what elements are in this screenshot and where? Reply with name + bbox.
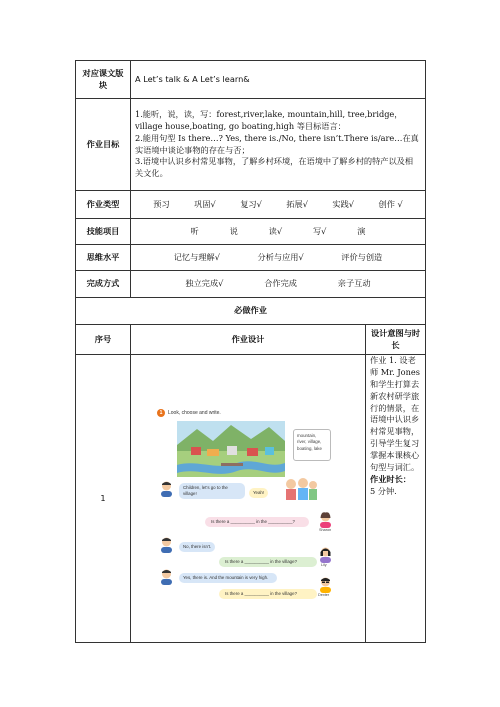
header-intent: 设计意图与时长 bbox=[366, 325, 426, 355]
type-option: 实践√ bbox=[332, 198, 355, 209]
homework-sheet bbox=[75, 60, 425, 643]
task-number: 1 bbox=[76, 355, 131, 643]
teacher-avatar-icon bbox=[160, 537, 173, 553]
mode-row bbox=[76, 271, 426, 298]
header-design: 作业设计 bbox=[131, 325, 366, 355]
dexter-name: Dexter bbox=[318, 592, 330, 597]
type-option: 创作 √ bbox=[378, 198, 403, 209]
skill-option: 说 bbox=[229, 225, 238, 236]
skill-row bbox=[76, 219, 426, 245]
skill-option: 演 bbox=[357, 225, 366, 236]
dexter-avatar-icon bbox=[319, 577, 332, 593]
lily-name: Lily bbox=[321, 562, 327, 567]
intent-text: 作业 1. 设老师 Mr. Jones 和学生打算去新农村研学旅行的情景，在语境中认识乡村常见事物，引导学生复习掌握本课核心句型与词汇。 bbox=[370, 355, 420, 473]
sharon-name: Sharon bbox=[319, 527, 332, 532]
thinking-options bbox=[135, 252, 421, 264]
exercise-badge: 1 bbox=[157, 409, 165, 417]
mode-label: 完成方式 bbox=[76, 271, 131, 298]
header-row bbox=[76, 325, 426, 355]
type-options bbox=[135, 199, 421, 211]
header-no: 序号 bbox=[76, 325, 131, 355]
thinking-label: 思维水平 bbox=[76, 245, 131, 271]
type-option: 拓展√ bbox=[286, 198, 308, 209]
skill-option: 读√ bbox=[268, 225, 283, 236]
question-1: Is there a __________ in the __________? bbox=[205, 517, 309, 527]
skill-option: 听 bbox=[190, 225, 199, 236]
goal-item-1: 1.能听，说，读，写：forest,river,lake, mountain,hill, tree,bridge，village house,boating, go boating,high 等目标语言： bbox=[135, 108, 403, 131]
village-picture bbox=[177, 421, 285, 477]
task-row bbox=[76, 355, 426, 643]
sharon-avatar-icon bbox=[319, 512, 332, 528]
homework-table bbox=[75, 60, 426, 643]
dialog-children: Children, let’s go to the village! bbox=[179, 483, 245, 500]
mode-option: 独立完成√ bbox=[185, 278, 224, 289]
teacher-avatar-icon bbox=[160, 569, 173, 585]
section-title: 必做作业 bbox=[76, 298, 426, 325]
skill-option: 写√ bbox=[312, 225, 327, 236]
mode-options bbox=[135, 278, 421, 290]
time-label: 作业时长： bbox=[370, 473, 411, 484]
word-box: mountain, river, village, boating, lake bbox=[293, 429, 331, 461]
type-label: 作业类型 bbox=[76, 191, 131, 219]
task-intent bbox=[366, 355, 426, 643]
question-3: Is there a __________ in the village? bbox=[219, 589, 317, 599]
type-option: 巩固√ bbox=[194, 198, 216, 209]
skill-label: 技能项目 bbox=[76, 219, 131, 245]
goal-content bbox=[131, 99, 426, 191]
thinking-option: 评价与创造 bbox=[341, 251, 383, 262]
mode-option: 亲子互动 bbox=[337, 278, 371, 289]
answer-1: No, there isn’t. bbox=[179, 542, 215, 552]
thinking-option: 分析与应用√ bbox=[257, 251, 304, 262]
goal-label: 作业目标 bbox=[76, 99, 131, 191]
lesson-value: A Let’s talk & A Let’s learn& bbox=[131, 61, 426, 99]
lesson-label: 对应课文版块 bbox=[76, 61, 131, 99]
goal-item-3: 3.语境中认识乡村常见事物，了解乡村环境，在语境中了解乡村的特产以及相关文化。 bbox=[135, 156, 414, 179]
answer-2: Yes, there is. And the mountain is very high. bbox=[179, 573, 277, 583]
goal-row bbox=[76, 99, 426, 191]
exercise-instruction: Look, choose and write. bbox=[168, 409, 221, 416]
time-value: 5 分钟. bbox=[370, 485, 397, 496]
children-group-icon bbox=[283, 477, 317, 501]
goal-item-2: 2.能用句型 Is there…? Yes, there is./No, there isn’t.There is/are…在真实语境中谈论事物的存在与否； bbox=[135, 132, 419, 155]
skill-options bbox=[135, 226, 421, 238]
question-2: Is there a __________ in the village? bbox=[219, 557, 317, 567]
exercise-illustration bbox=[157, 399, 339, 599]
type-row bbox=[76, 191, 426, 219]
section-row bbox=[76, 298, 426, 325]
thinking-option: 记忆与理解√ bbox=[173, 251, 220, 262]
type-option: 预习 bbox=[153, 198, 170, 209]
type-option: 复习√ bbox=[240, 198, 262, 209]
thinking-row bbox=[76, 245, 426, 271]
dialog-yeah: Yeah! bbox=[249, 488, 268, 498]
teacher-avatar-icon bbox=[160, 481, 173, 497]
mode-option: 合作完成 bbox=[264, 278, 297, 289]
lily-avatar-icon bbox=[319, 547, 332, 563]
lesson-row bbox=[76, 61, 426, 99]
task-design bbox=[131, 355, 366, 643]
